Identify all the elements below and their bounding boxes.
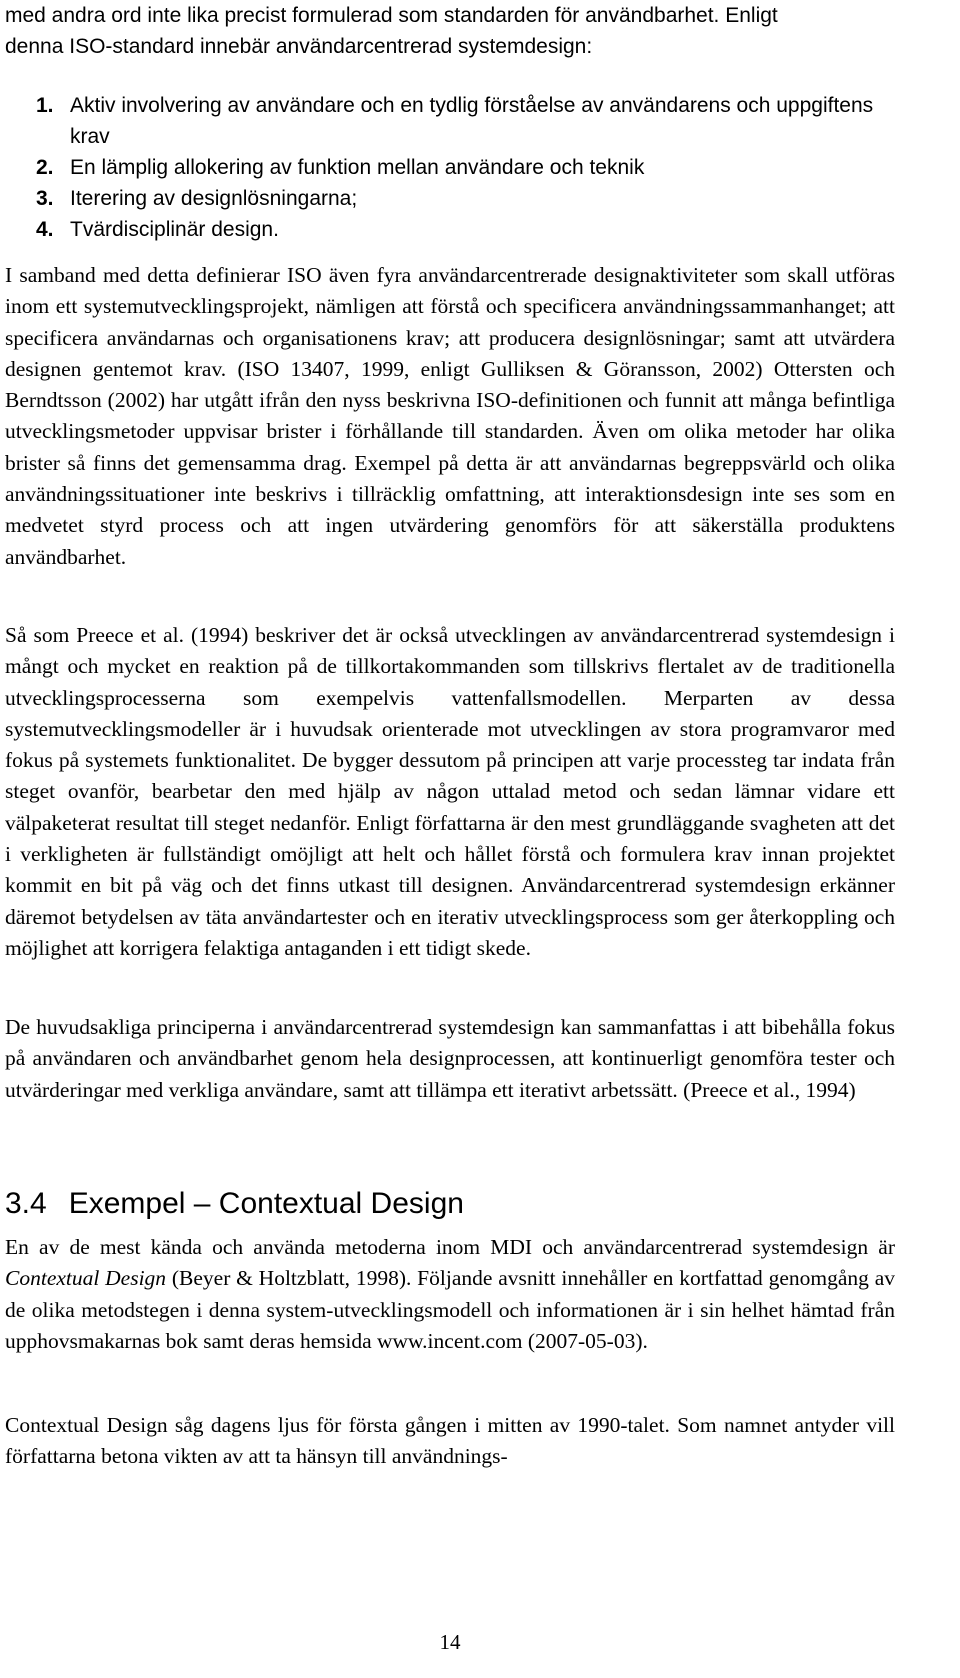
paragraph-contextual-design — [5, 1232, 895, 1357]
list-text: Iterering av designlösningarna; — [70, 187, 358, 210]
paragraph-iso-activities: I samband med detta definierar ISO även fyra användarcentrerade designaktiviteter som skall utföras inom ett systemutvecklingsprojekt, nämligen att förstå och specificera användningssammanhanget; att specificera användarnas och organisationens krav; att producera designlösningar; samt att utvärdera designen gentemot krav. (ISO 13407, 1999, enligt Gulliksen & Göransson, 2002) Ottersten och Berndtsson (2002) har utgått ifrån den nyss beskrivna ISO-definitionen och funnit att många befintliga utvecklingsmetoder uppvisar brister i förhållande till standarden. Även om olika metoder har olika brister så finns det gemensamma drag. Exempel på detta är att användarnas begreppsvärld och olika användningssituationer inte beskrivs i tillräcklig omfattning, att interaktionsdesign inte ses som en medvetet styrd process och att ingen utvärdering genomförs för att säkerställa produktens användbarhet. — [5, 263, 895, 569]
list-number: 4. — [36, 218, 54, 241]
list-item — [36, 90, 896, 152]
p4-italic-term: Contextual Design — [5, 1266, 167, 1291]
intro-text — [5, 0, 900, 62]
paragraph-preece: Så som Preece et al. (1994) beskriver det är också utvecklingen av användarcentrerad systemdesign i mångt och mycket en reaktion på de tillkortakommanden som tillskrivs flertalet av de traditionella utvecklingsprocesserna som exempelvis vattenfallsmodellen. Merparten av dessa systemutvecklingsmodeller är i huvudsak orienterade mot utvecklingen av stora programvaror med fokus på systemets funktionalitet. De bygger dessutom på principen att varje processteg tar indata från steget ovanför, bearbetar den med hjälp av någon uttalad metod och sedan lämnar vidare ett välpaketerat resultat till steget nedanför. Enligt författarna är den mest grundläggande svagheten att det i verkligheten är fullständigt omöjligt att helt och hållet förstå och formulera krav innan projektet kommit en bit på väg och det finns utkast till designen. Användarcentrerad systemdesign erkänner däremot betydelsen av täta användartester och en iterativ utvecklingsprocess som ger återkoppling och möjlighet att korrigera felaktiga antaganden i ett tidigt skede. — [5, 623, 895, 960]
p4-text-start: En av de mest kända och använda metoderna inom MDI och användarcentrerad systemdesign är — [5, 1235, 895, 1259]
intro-line-2: denna ISO-standard innebär användarcentrerad systemdesign: — [5, 35, 593, 58]
section-number: 3.4 — [5, 1187, 47, 1220]
section-title: Exempel – Contextual Design — [68, 1187, 464, 1220]
iso-principles-list — [36, 90, 896, 245]
list-number: 3. — [36, 187, 54, 210]
list-number: 2. — [36, 156, 54, 179]
section-heading — [5, 1185, 464, 1223]
list-item — [36, 152, 896, 183]
list-text: En lämplig allokering av funktion mellan användare och teknik — [70, 156, 645, 179]
list-text: Tvärdisciplinär design. — [70, 218, 279, 241]
paragraph-principles: De huvudsakliga principerna i användarcentrerad systemdesign kan sammanfattas i att bibehålla fokus på användaren och användbarhet genom hela designprocessen, att kontinuerligt genomföra tester och utvärderingar med verkliga användare, samt att tillämpa ett iterativt arbetssätt. (Preece et al., 1994) — [5, 1015, 895, 1102]
list-text: Aktiv involvering av användare och en tydlig förståelse av användarens och uppgiftens krav — [70, 94, 874, 148]
intro-line-1: med andra ord inte lika precist formulerad som standarden för användbarhet. Enligt — [5, 4, 778, 27]
list-item — [36, 214, 896, 245]
page-number: 14 — [439, 1630, 461, 1654]
list-number: 1. — [36, 94, 54, 117]
paragraph-contextual-history: Contextual Design såg dagens ljus för första gången i mitten av 1990-talet. Som namnet antyder vill författarna betona vikten av att ta hänsyn till användnings- — [5, 1413, 895, 1469]
list-item — [36, 183, 896, 214]
p4-text-end: (Beyer & Holtzblatt, 1998). Följande avsnitt innehåller en kortfattad genomgång av de olika metodstegen i denna system-utvecklingsmodell och informationen är i sin helhet hämtad från upphovsmakarnas bok samt deras hemsida www.incent.com (2007-05-03). — [5, 1266, 895, 1353]
